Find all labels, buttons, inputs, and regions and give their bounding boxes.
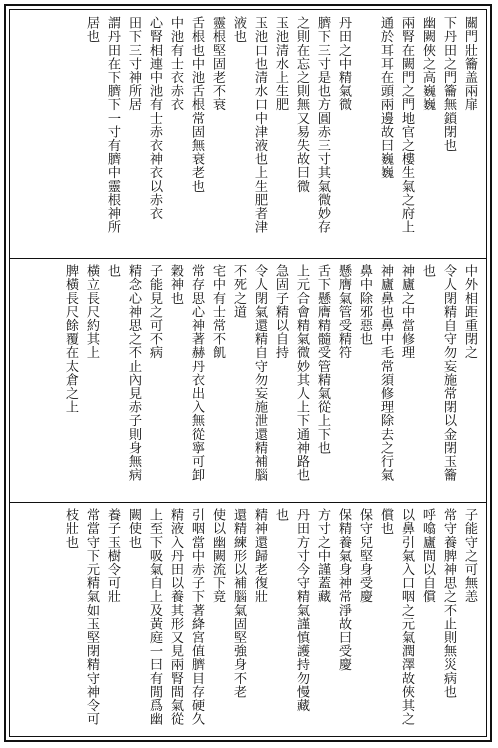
text-columns — [10, 502, 486, 742]
text-column — [354, 16, 375, 252]
text-column: 關門壯籥盖兩扉 — [462, 16, 477, 112]
text-column: 常守養脾神思之不止則無災病也 — [441, 508, 456, 699]
text-column: 使以幽闕流下竟 — [210, 508, 225, 604]
text-column: 也 — [273, 508, 288, 522]
text-column: 橫立長尺約其上 — [84, 264, 99, 360]
text-column: 上至下吸氣自上及黃庭一曰有閒爲幽 — [147, 508, 162, 726]
text-band-middle — [10, 258, 486, 503]
text-column: 玉池口也清水口中津液也上生肥者津 — [252, 16, 267, 234]
text-column: 還精練形以補腦氣固堅強身不老 — [231, 508, 246, 699]
text-column: 臍下三寸是也方圓赤三寸其氣微妙存 — [315, 16, 330, 234]
text-column: 也 — [420, 264, 435, 278]
text-column: 通於耳耳在頭兩邊故曰巍巍 — [378, 16, 393, 180]
text-column: 養子玉樹令可壯 — [105, 508, 120, 604]
text-column: 靈根堅固老不衰 — [210, 16, 225, 112]
text-column: 精念心神思之不止內見赤子則身無病 — [126, 264, 141, 482]
text-columns — [10, 10, 486, 258]
text-column: 穀神也 — [168, 264, 183, 305]
text-column: 脾橫長尺餘覆在太倉之上 — [63, 264, 78, 414]
text-column: 之則在忘之則無又易失故曰微 — [294, 16, 309, 193]
text-column: 舌根也中池舌根常固無衰老也 — [189, 16, 204, 193]
text-column: 玉池清水上生肥 — [273, 16, 288, 112]
text-column: 償也 — [378, 508, 393, 536]
text-column: 田下三寸神所居 — [126, 16, 141, 112]
text-column: 中外相距重閉之 — [462, 264, 477, 360]
text-column: 常存思心神著赫丹衣出入無從寧可卸 — [189, 264, 204, 482]
text-columns — [10, 258, 486, 502]
text-column: 保守兒堅身受慶 — [357, 508, 372, 604]
text-column: 子能見之可不病 — [147, 264, 162, 360]
text-column: 幽闕俠之高巍巍 — [420, 16, 435, 112]
text-column: 方寸之中謹蓋藏 — [315, 508, 330, 604]
text-column: 急固子精以自持 — [273, 264, 288, 360]
text-column: 居也 — [84, 16, 99, 44]
text-column: 引咽當中赤子下著絳宮值臍目存硬久 — [189, 508, 204, 726]
text-column: 宅中有士常不飢 — [210, 264, 225, 360]
text-column: 懸膺氣管受精符 — [336, 264, 351, 360]
text-column: 鼻中除邪惡也 — [357, 264, 372, 346]
text-column: 丹田之中精氣微 — [336, 16, 351, 112]
text-column: 令人閉氣還精自守勿妄施泄還精補腦 — [252, 264, 267, 482]
text-column: 兩腎在闕門之門地官之樓生氣之府上 — [399, 16, 414, 234]
text-column: 液也 — [231, 16, 246, 44]
text-column: 以鼻引氣入口咽之元氣潤澤故俠其之 — [399, 508, 414, 726]
text-column: 保精養氣身神常淨故曰受慶 — [336, 508, 351, 672]
text-column: 常當守下元精氣如玉堅閉精守神令可 — [84, 508, 99, 726]
text-band-top — [10, 10, 486, 259]
page-inner-frame — [9, 9, 487, 737]
text-column: 呼噏廬間以自償 — [420, 508, 435, 604]
text-column: 丹田方寸今守精氣謹慎護持勿慢藏 — [294, 508, 309, 712]
text-column: 心腎相連中池有士赤衣神衣以赤衣 — [147, 16, 162, 220]
text-column: 闕使也 — [126, 508, 141, 549]
page-frame — [4, 4, 492, 742]
text-column: 舌下懸膺精髓受管精氣從上下也 — [315, 264, 330, 455]
text-column: 神廬之中當修理 — [399, 264, 414, 360]
text-column: 中池有士衣赤衣 — [168, 16, 183, 112]
text-column: 下丹田之門籥無鎖閉也 — [441, 16, 456, 152]
text-column: 精神還歸老復壯 — [252, 508, 267, 604]
text-column: 不死之道 — [231, 264, 246, 319]
text-column: 子能守之可無恙 — [462, 508, 477, 604]
text-column: 枝壯也 — [63, 508, 78, 549]
text-column: 也 — [105, 264, 120, 278]
text-column: 神廬鼻也鼻中毛常須修理除去之行氣 — [378, 264, 393, 482]
text-column: 謂丹田在下臍下一寸有臍中靈根神所 — [105, 16, 120, 234]
text-column: 精液入丹田以養其形又見兩腎間氣從 — [168, 508, 183, 726]
text-column: 令人閉精自守勿妄施常閉以金閉玉籥 — [441, 264, 456, 482]
text-band-bottom — [10, 502, 486, 742]
text-column: 上元合會精氣微妙其人上下通神路也 — [294, 264, 309, 482]
